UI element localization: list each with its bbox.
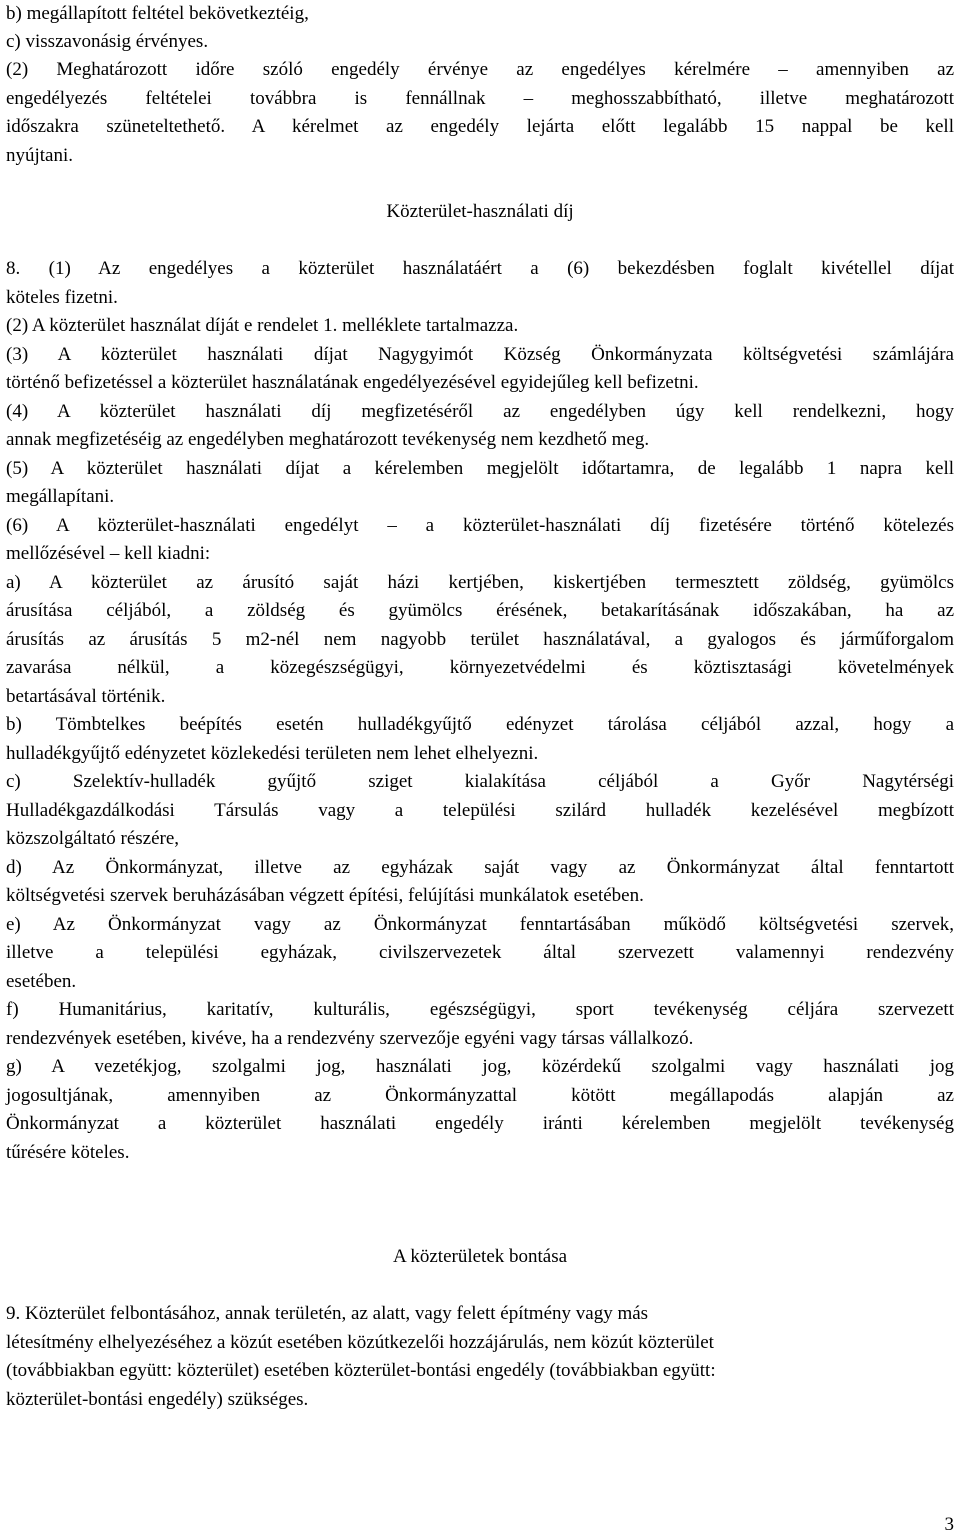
- text-line: köteles fizetni.: [6, 287, 118, 308]
- text-line: mellőzésével – kell kiadni:: [6, 543, 211, 564]
- text-line: esetében.: [6, 971, 77, 992]
- text-line: (továbbiakban együtt: közterület) esetében közterület-bontási engedély (továbbiakban együtt:: [6, 1360, 716, 1381]
- text-line: 9. Közterület felbontásához, annak területén, az alatt, vagy felett építmény vagy más: [6, 1303, 649, 1324]
- text-line: c) Szelektív-hulladék gyűjtő sziget kialakítása céljából a Győr Nagytérségi: [6, 771, 954, 792]
- text-line: Hulladékgazdálkodási Társulás vagy a települési szilárd hulladék kezelésével megbízott: [6, 800, 954, 821]
- text-line: zavarása nélkül, a közegészségügyi, környezetvédelmi és köztisztasági követelmények: [6, 657, 954, 678]
- text-line: Önkormányzat a közterület használati engedély iránti kérelemben megjelölt tevékenység: [6, 1113, 954, 1134]
- text-line: tűrésére köteles.: [6, 1142, 130, 1163]
- text-line: (6) A közterület-használati engedélyt – a közterület-használati díj fizetésére történő kötelezés: [6, 515, 954, 536]
- text-line: történő befizetéssel a közterület használatának engedélyezésével egyidejűleg kell befizetni.: [6, 372, 699, 393]
- text-line: 8. (1) Az engedélyes a közterület használatáért a (6) bekezdésben foglalt kivétellel díjat: [6, 258, 954, 279]
- text-line: (2) Meghatározott időre szóló engedély érvénye az engedélyes kérelmére – amennyiben az: [6, 59, 954, 80]
- text-line: megállapítani.: [6, 486, 115, 507]
- text-line: a) A közterület az árusító saját házi kertjében, kiskertjében termesztett zöldség, gyümölcs: [6, 572, 954, 593]
- text-line: rendezvények esetében, kivéve, ha a rendezvény szervezője egyéni vagy társas vállalkozó.: [6, 1028, 694, 1049]
- text-line: időszakra szüneteltethető. A kérelmet az engedély lejárta előtt legalább 15 nappal be kell: [6, 116, 954, 137]
- text-line: árusítás az árusítás 5 m2-nél nem nagyobb terület használatával, a gyalogos és járműforgalom: [6, 629, 954, 650]
- text-line: nyújtani.: [6, 145, 74, 166]
- text-line: árusítása céljából, a zöldség és gyümölcs érésének, betakarításának időszakában, ha az: [6, 600, 954, 621]
- text-line: annak megfizetéséig az engedélyben meghatározott tevékenység nem kezdhető meg.: [6, 429, 650, 450]
- text-line: f) Humanitárius, karitatív, kulturális, egészségügyi, sport tevékenység céljára szervezett: [6, 999, 954, 1020]
- text-line: közszolgáltató részére,: [6, 828, 180, 849]
- text-line: költségvetési szervek beruházásában végzett építési, felújítási munkálatok esetében.: [6, 885, 644, 906]
- text-line: engedélyezés feltételei továbbra is fennállnak – meghosszabbítható, illetve meghatározott: [6, 88, 954, 109]
- text-line: e) Az Önkormányzat vagy az Önkormányzat fenntartásában működő költségvetési szervek,: [6, 914, 954, 935]
- section-heading: A közterületek bontása: [392, 1246, 568, 1267]
- text-line: illetve a települési egyházak, civilszervezetek által szervezett valamennyi rendezvény: [6, 942, 954, 963]
- section-heading: Közterület-használati díj: [386, 201, 574, 222]
- text-line: b) megállapított feltétel bekövetkeztéig,: [6, 3, 309, 24]
- page-number: 3: [944, 1514, 954, 1535]
- text-line: létesítmény elhelyezéséhez a közút esetében közútkezelői hozzájárulás, nem közút közterület: [6, 1332, 714, 1353]
- text-line: g) A vezetékjog, szolgalmi jog, használati jog, közérdekű szolgalmi vagy használati jog: [6, 1056, 954, 1077]
- text-line: betartásával történik.: [6, 686, 166, 707]
- text-line: (3) A közterület használati díjat Nagygyimót Község Önkormányzata költségvetési számlájára: [6, 344, 954, 365]
- text-line: (5) A közterület használati díjat a kérelemben megjelölt időtartamra, de legalább 1 napra kell: [6, 458, 954, 479]
- text-line: hulladékgyűjtő edényzetet közlekedési területen nem lehet elhelyezni.: [6, 743, 539, 764]
- text-line: közterület-bontási engedély) szükséges.: [6, 1389, 309, 1410]
- text-line: (4) A közterület használati díj megfizetéséről az engedélyben úgy kell rendelkezni, hogy: [6, 401, 954, 422]
- text-line: d) Az Önkormányzat, illetve az egyházak saját vagy az Önkormányzat által fenntartott: [6, 857, 954, 878]
- text-line: (2) A közterület használat díját e rendelet 1. melléklete tartalmazza.: [6, 315, 519, 336]
- text-line: b) Tömbtelkes beépítés esetén hulladékgyűjtő edényzet tárolása céljából azzal, hogy a: [6, 714, 954, 735]
- text-line: jogosultjának, amennyiben az Önkormányzattal kötött megállapodás alapján az: [6, 1085, 954, 1106]
- text-line: c) visszavonásig érvényes.: [6, 31, 209, 52]
